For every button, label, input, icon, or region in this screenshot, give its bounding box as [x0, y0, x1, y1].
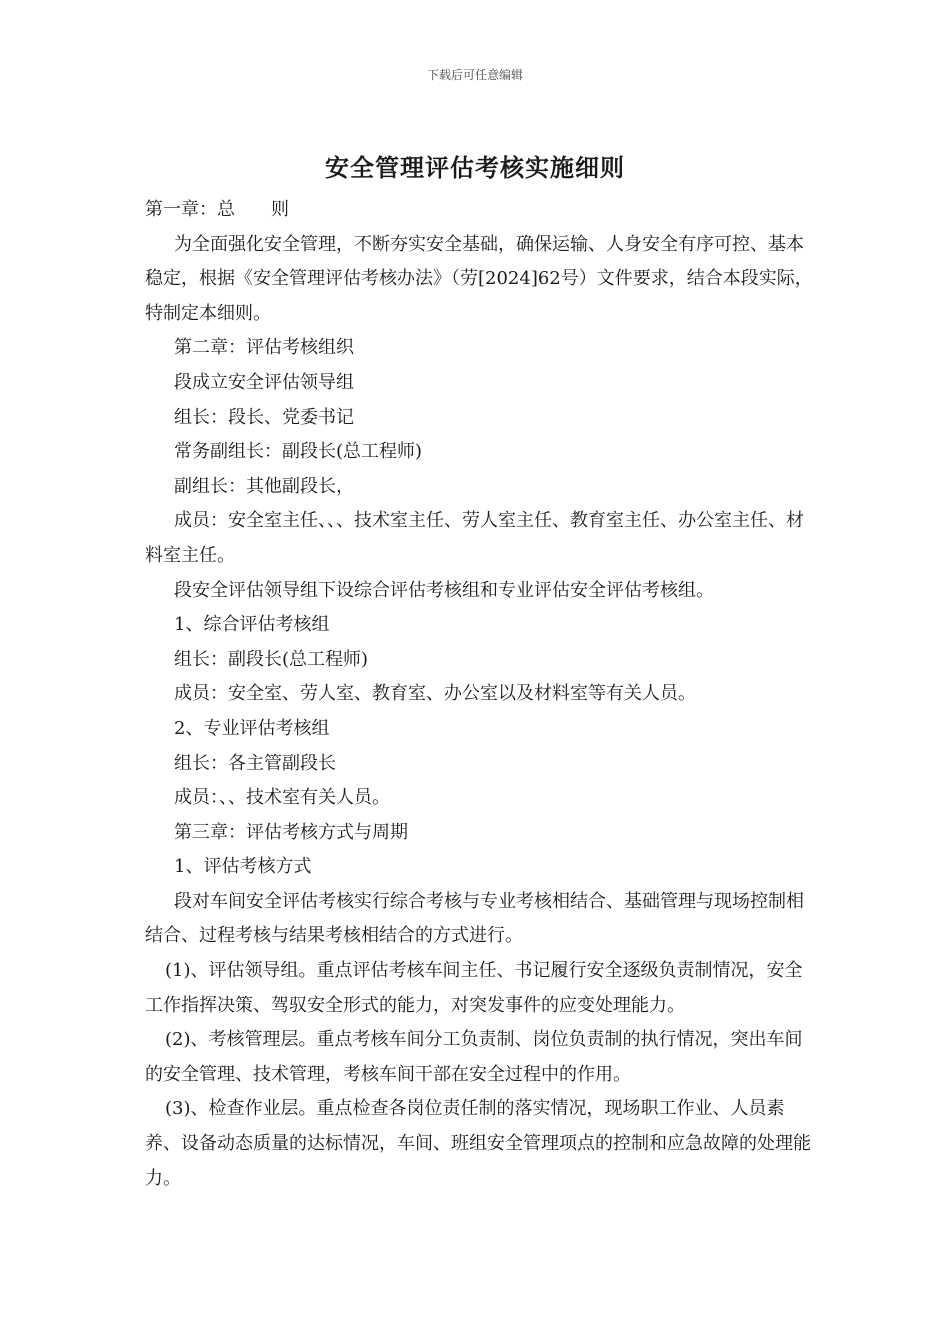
section-heading: 1、综合评估考核组: [174, 614, 330, 636]
chapter-heading: 第三章：评估考核方式与周期: [174, 821, 408, 843]
header-note: 下载后可任意编辑: [426, 68, 523, 82]
list-item: (3)、检查作业层。重点检查各岗位责任制的落实情况，现场职工作业、人员素养、设备动态质量的达标情况，车间、班组安全管理项点的控制和应急故障的处理能力。: [145, 1098, 811, 1189]
paragraph: 段成立安全评估领导组: [174, 371, 354, 393]
paragraph: 副组长：其他副段长，: [174, 475, 354, 497]
document-title: 安全管理评估考核实施细则: [325, 153, 625, 182]
paragraph: 段对车间安全评估考核实行综合考核与专业考核相结合、基础管理与现场控制相结合、过程考核与结果考核相结合的方式进行。: [145, 890, 804, 947]
list-item: (1)、评估领导组。重点评估考核车间主任、书记履行安全逐级负责制情况，安全工作指挥决策、驾驭安全形式的能力，对突发事件的应变处理能力。: [145, 960, 803, 1016]
paragraph: 常务副组长：副段长(总工程师): [174, 441, 423, 463]
chapter-heading: 第一章：总 则: [145, 199, 289, 220]
list-item: (2)、考核管理层。重点考核车间分工负责制、岗位负责制的执行情况，突出车间的安全管理、技术管理，考核车间干部在安全过程中的作用。: [145, 1029, 803, 1085]
paragraph: 组长：各主管副段长: [174, 752, 336, 774]
paragraph: 成员：安全室主任、、、技术室主任、劳人室主任、教育室主任、办公室主任、材料室主任。: [145, 510, 804, 566]
chapter-heading: 第二章：评估考核组织: [174, 337, 354, 359]
paragraph: 成员：、、技术室有关人员。: [174, 787, 390, 809]
section-heading: 2、专业评估考核组: [174, 717, 330, 739]
paragraph: 组长：副段长(总工程师): [174, 648, 369, 670]
paragraph: 为全面强化安全管理，不断夯实安全基础，确保运输、人身安全有序可控、基本稳定，根据《安全管理评估考核办法》（劳[2024]62号）文件要求，结合本段实际，特制定本细则。: [145, 233, 813, 324]
section-heading: 1、评估考核方式: [174, 856, 312, 878]
document-body: [145, 193, 815, 1196]
paragraph: 段安全评估领导组下设综合评估考核组和专业评估安全评估考核组。: [174, 579, 714, 601]
paragraph: 组长：段长、党委书记: [174, 406, 354, 428]
paragraph: 成员：安全室、劳人室、教育室、办公室以及材料室等有关人员。: [174, 683, 696, 705]
